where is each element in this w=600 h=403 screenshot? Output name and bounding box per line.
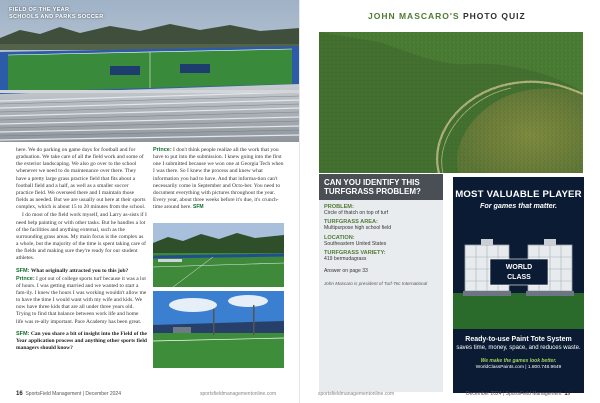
paragraph: I do most of the field work myself, and Larry as-sists if I need help painting or with other tasks. But he handles a lot of the facilities and anything external, such as the surrounding grass areas. My main focus is the complex as a whole, but the majority of the time is spent taking care of the fields and making sure they're ready for our student athletes. (16, 212, 147, 262)
magazine-name: SportsField Management (505, 391, 562, 397)
website-url: sportsfieldmanagementonline.com (318, 391, 395, 397)
article-column-2 (153, 147, 284, 212)
answer-reference: Answer on page 33 (324, 267, 368, 274)
author-credit: John Mascaro is president of Turf-Tec International (324, 280, 428, 286)
section-label-line1: FIELD OF THE YEAR (9, 7, 70, 13)
end-mark: SFM (193, 204, 204, 211)
magazine-name: SportsField Management (25, 391, 82, 397)
footer-url-right (318, 391, 394, 397)
ad-copy (453, 331, 584, 370)
quiz-title-name: PHOTO QUIZ (462, 11, 526, 21)
turfgrass-variety-label: TURFGRASS VARIETY: (324, 250, 386, 257)
brand-mark-class: CLASS (507, 274, 531, 281)
location-label: LOCATION: (324, 234, 355, 241)
quiz-info-panel (319, 174, 443, 392)
footer-url-left (200, 391, 276, 397)
answer-text: I don't think people realize all the work that you have to put into the submission. I knew going into the first one I submitted because we won one at Georgia Tech when I was there. So I knew the process and knew what information you had to have. And that informa-tion can't necessarily come in September and Octo-ber. You need to document everything with pictures throughout the year. Every year, about three weeks before it's due, it's crunch-time around here. (153, 147, 284, 211)
issue-date: December 2024 (466, 391, 502, 397)
problem-value: Circle of thatch on top of turf (324, 210, 388, 216)
brand-mark-world: WORLD (505, 264, 533, 271)
question (16, 331, 147, 352)
ad-headline: MOST VALUABLE PLAYER (455, 189, 582, 200)
question-text: Can you share a bit of insight into the Field of the Year application process and anything other sports field managers should know? (16, 330, 147, 352)
page-footer-left: 16 SportsField Management | December 2024 (16, 391, 121, 397)
field-photo-top (153, 223, 284, 287)
ad-product: Ready-to-use Paint Tote System (465, 336, 572, 343)
page-footer-right: December 2024 | SportsField Management 17 (466, 391, 571, 397)
turfgrass-area-value: Multipurpose high school field (324, 225, 392, 232)
paint-tote-image (453, 217, 584, 329)
page-number: 17 (564, 391, 571, 397)
location-value: Southeastern United States (324, 240, 387, 247)
paint-advertisement (453, 177, 584, 393)
quiz-title-author: JOHN MASCARO'S (368, 11, 460, 21)
quiz-heading: CAN YOU IDENTIFY THIS TURFGRASS PROBLEM? (319, 174, 443, 200)
field-photo-bottom (153, 291, 284, 368)
issue-date: December 2024 (85, 391, 121, 397)
answer (153, 147, 284, 211)
interviewer-label: SFM: (16, 330, 30, 337)
stadium-photo (0, 0, 300, 142)
question (16, 268, 147, 275)
question-text: What originally attracted you to this job? (30, 267, 129, 274)
section-label (9, 7, 104, 21)
article-column-1 (16, 147, 147, 353)
paragraph: here. We do parking on game days for football and for graduation. We take care of all the field work and some of the exterior landscaping. We also go over to the school whenever we need to do maintenance over there. They have a pretty large grass practice field that fits about a football field and a half, as well as a smaller soccer practice field. We overseed there and I maintain those fields as needed. But we are usually out here at their sports complex, which is about 15 to 20 minutes from the school. (16, 147, 146, 211)
quiz-title (368, 11, 526, 21)
ad-tagline: We make the games look better. (480, 358, 557, 364)
turf-problem-photo (319, 32, 583, 173)
problem-label: PROBLEM: (324, 204, 354, 210)
turfgrass-area-label: TURFGRASS AREA: (324, 219, 378, 226)
ad-benefits: saves time, money, space, and reduces waste. (456, 345, 581, 351)
answer-text: I got out of college sports turf because it was a lot of hours. I was getting married and we wanted to start a fam-ily. I knew the hours I was working wouldn't allow me to have the time I would want with my wife and kids. We now have three kids that are all under three years old. Trying to find that balance between work life and home life was re-ally important. Pace Academy has been great. (16, 275, 147, 325)
ad-subhead: For games that matter. (479, 201, 558, 210)
respondent-label: Prince: (16, 275, 35, 282)
answer (16, 276, 147, 326)
interviewer-label: SFM: (16, 267, 30, 274)
page-number: 16 (16, 391, 23, 397)
website-url: sportsfieldmanagementonline.com (200, 391, 277, 397)
section-label-line2: SCHOOLS AND PARKS SOCCER (9, 14, 104, 20)
ad-contact: WorldClassPaints.com | 1.800.748.9649 (475, 365, 562, 370)
turfgrass-variety-value: 419 bermudagrass (324, 256, 367, 263)
respondent-label: Prince: (153, 147, 172, 153)
